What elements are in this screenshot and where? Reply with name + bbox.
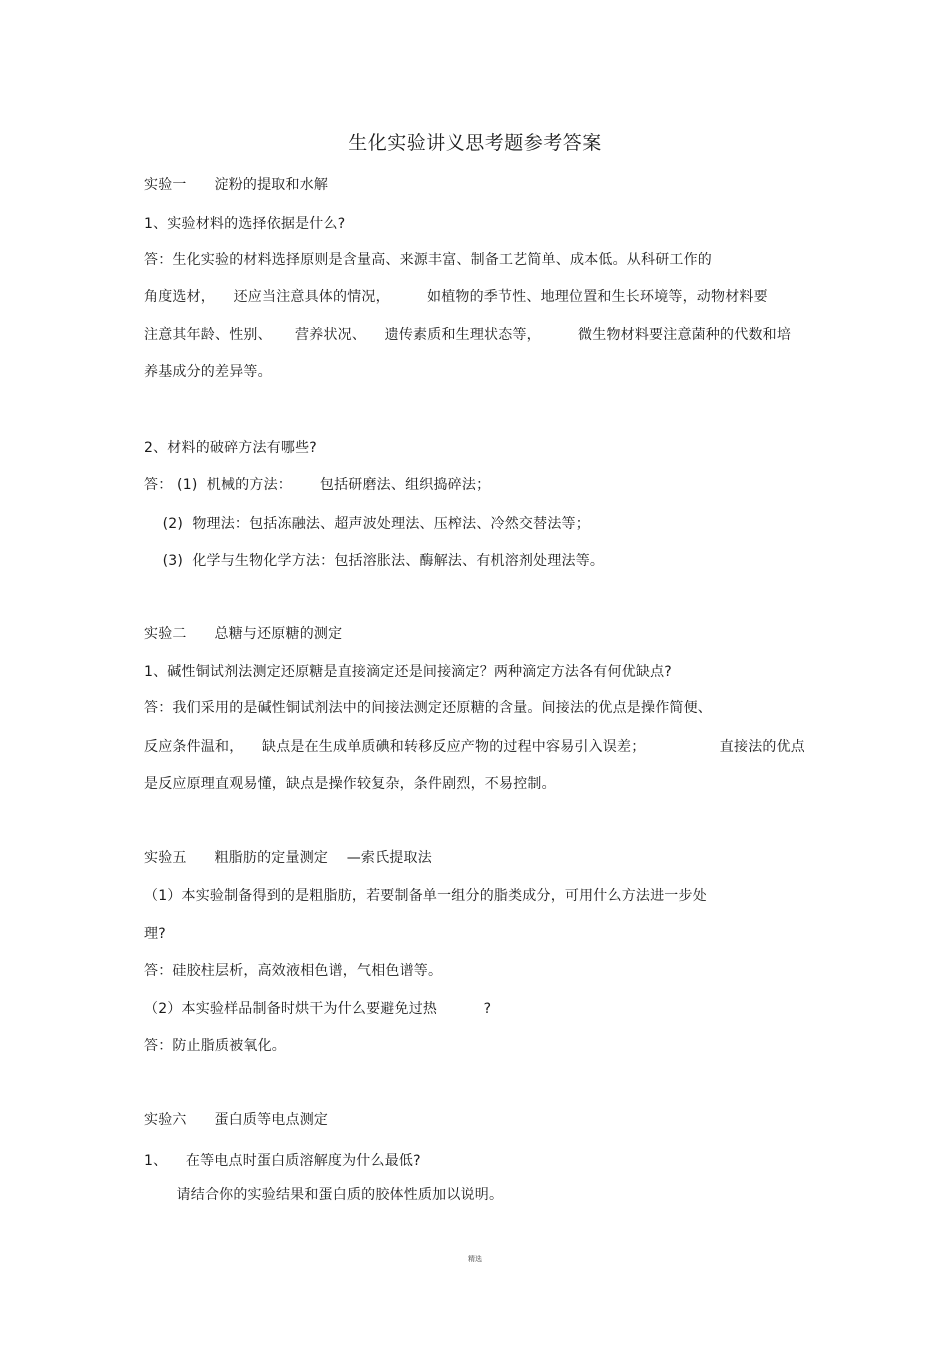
exp2-answer-1-line-1: 答：我们采用的是碱性铜试剂法中的间接法测定还原糖的含量。间接法的优点是操作简便、 [144, 700, 712, 716]
exp6-question-1: 1、 在等电点时蛋白质溶解度为什么最低? [144, 1153, 421, 1169]
exp5-question-2: （2）本实验样品制备时烘干为什么要避免过热 ? [144, 1001, 492, 1017]
exp6-heading: 实验六 蛋白质等电点测定 [144, 1112, 329, 1128]
exp1-answer-1-line-1: 答：生化实验的材料选择原则是含量高、来源丰富、制备工艺简单、成本低。从科研工作的 [144, 252, 712, 268]
document-title: 生化实验讲义思考题参考答案 [348, 132, 602, 154]
exp5-question-1-line-1: （1）本实验制备得到的是粗脂肪，若要制备单一组分的脂类成分，可用什么方法进一步处 [144, 888, 707, 904]
exp1-answer-1-line-3: 注意其年龄、性别、 营养状况、 遗传素质和生理状态等， 微生物材料要注意菌种的代数和培 [144, 327, 792, 343]
exp2-answer-1-line-2: 反应条件温和， 缺点是在生成单质碘和转移反应产物的过程中容易引入误差； 直接法的优点 [144, 739, 806, 755]
exp1-heading: 实验一 淀粉的提取和水解 [144, 177, 329, 193]
exp5-answer-1: 答：硅胶柱层析，高效液相色谱，气相色谱等。 [144, 963, 443, 979]
exp6-question-1-sub: 请结合你的实验结果和蛋白质的胶体性质加以说明。 [144, 1187, 504, 1203]
exp5-question-1-line-2: 理? [144, 926, 166, 942]
exp2-question-1: 1、碱性铜试剂法测定还原糖是直接滴定还是间接滴定？两种滴定方法各有何优缺点? [144, 664, 672, 680]
exp5-answer-2: 答：防止脂质被氧化。 [144, 1038, 286, 1054]
exp1-answer-2-line-3: (3) 化学与生物化学方法：包括溶胀法、酶解法、有机溶剂处理法等。 [144, 553, 605, 569]
exp1-question-1: 1、实验材料的选择依据是什么? [144, 216, 346, 232]
exp1-answer-1-line-2: 角度选材， 还应当注意具体的情况， 如植物的季节性、地理位置和生长环境等，动物材料要 [144, 289, 768, 305]
exp1-answer-2-line-1: 答： (1) 机械的方法： 包括研磨法、组织捣碎法； [144, 477, 491, 493]
exp2-heading: 实验二 总糖与还原糖的测定 [144, 626, 343, 642]
page-footer: 精选 [468, 1255, 482, 1263]
exp1-question-2: 2、材料的破碎方法有哪些? [144, 440, 317, 456]
exp1-answer-2-line-2: (2) 物理法：包括冻融法、超声波处理法、压榨法、冷然交替法等； [144, 516, 590, 532]
exp2-answer-1-line-3: 是反应原理直观易懂，缺点是操作较复杂，条件剧烈，不易控制。 [144, 776, 556, 792]
exp5-heading: 实验五 粗脂肪的定量测定 —索氏提取法 [144, 850, 432, 866]
exp1-answer-1-line-4: 养基成分的差异等。 [144, 364, 272, 380]
